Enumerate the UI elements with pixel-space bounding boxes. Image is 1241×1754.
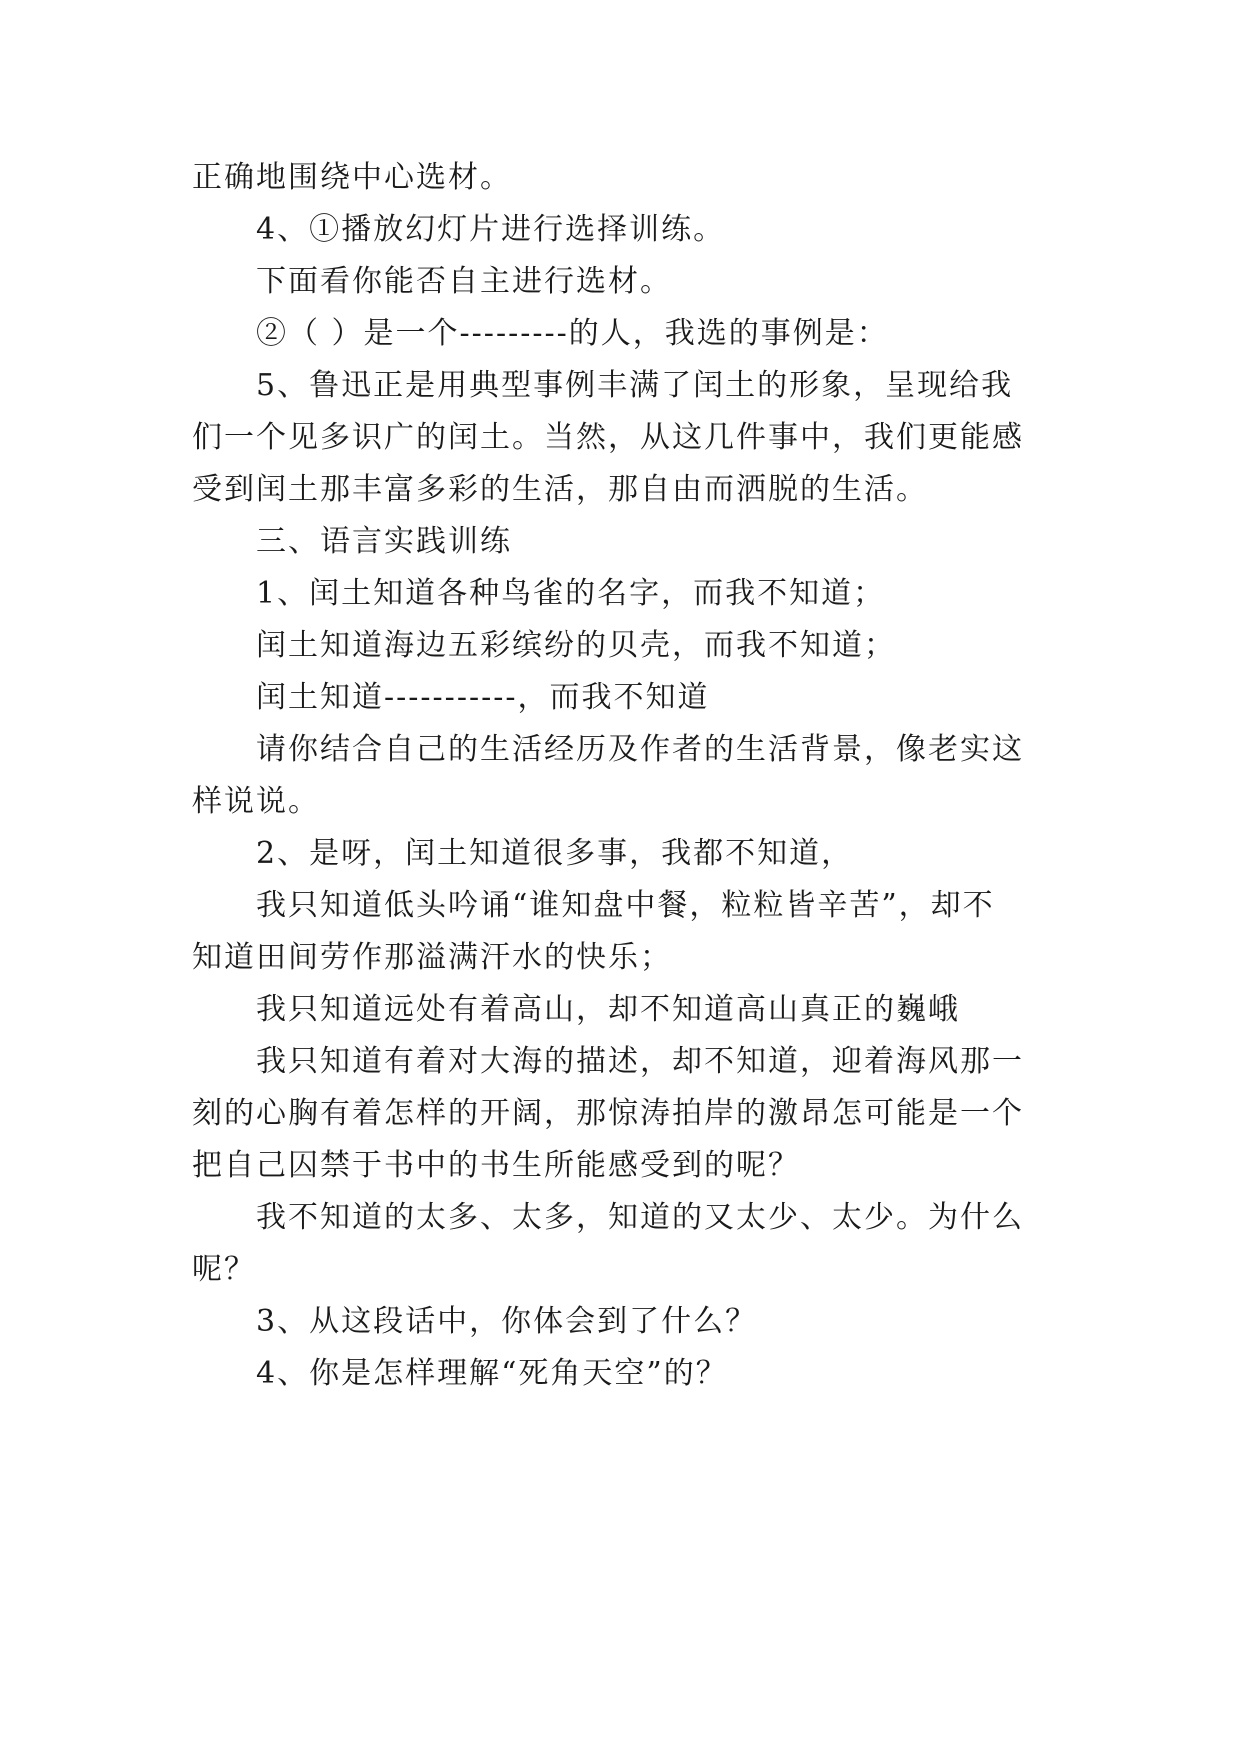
text-line: 闰土知道海边五彩缤纷的贝壳，而我不知道； xyxy=(256,628,896,663)
text-line: 呢？ xyxy=(192,1252,256,1287)
text-line: 1、闰土知道各种鸟雀的名字，而我不知道； xyxy=(256,576,886,611)
text-line: 样说说。 xyxy=(192,784,320,819)
text-line: 我只知道低头吟诵“谁知盘中餐，粒粒皆辛苦”，却不 xyxy=(256,888,995,923)
text-line: 知道田间劳作那溢满汗水的快乐； xyxy=(192,940,672,975)
text-line: 3、从这段话中，你体会到了什么？ xyxy=(256,1304,758,1339)
text-line: 请你结合自己的生活经历及作者的生活背景，像老实这 xyxy=(256,732,1024,767)
text-line: 我只知道有着对大海的描述，却不知道，迎着海风那一 xyxy=(256,1044,1024,1079)
text-line: 4、①播放幻灯片进行选择训练。 xyxy=(256,212,726,247)
text-line: 们一个见多识广的闰土。当然，从这几件事中，我们更能感 xyxy=(192,420,1024,455)
text-line: 我只知道远处有着高山，却不知道高山真正的巍峨 xyxy=(256,992,960,1027)
text-line: 受到闰土那丰富多彩的生活，那自由而洒脱的生活。 xyxy=(192,472,928,507)
text-line: 刻的心胸有着怎样的开阔，那惊涛拍岸的激昂怎可能是一个 xyxy=(192,1096,1024,1131)
text-line: 我不知道的太多、太多，知道的又太少、太少。为什么 xyxy=(256,1200,1024,1235)
text-line: 2、是呀，闰土知道很多事，我都不知道， xyxy=(256,836,854,871)
text-line: 闰土知道-----------，而我不知道 xyxy=(256,680,710,715)
text-line: 把自己囚禁于书中的书生所能感受到的呢？ xyxy=(192,1148,800,1183)
section-heading: 三、语言实践训练 xyxy=(256,524,512,559)
text-line: 4、你是怎样理解“死角天空”的？ xyxy=(256,1356,728,1391)
text-line: 5、鲁迅正是用典型事例丰满了闰土的形象，呈现给我 xyxy=(256,368,1014,403)
text-line: ②（ ）是一个---------的人，我选的事例是： xyxy=(256,316,889,351)
text-line: 正确地围绕中心选材。 xyxy=(192,160,512,195)
text-line: 下面看你能否自主进行选材。 xyxy=(256,264,672,299)
